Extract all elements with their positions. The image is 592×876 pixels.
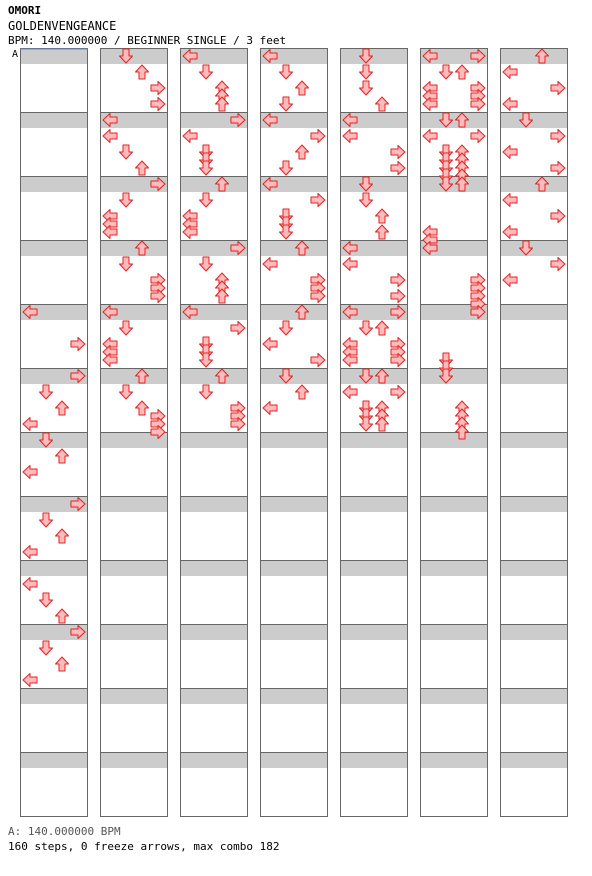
- beat-stripe: [420, 432, 488, 448]
- down-arrow-icon: [360, 417, 373, 431]
- left-arrow-icon: [183, 130, 197, 143]
- beat-stripe: [100, 624, 168, 640]
- beat-stripe: [100, 752, 168, 768]
- left-arrow-icon: [23, 546, 37, 559]
- beat-stripe: [20, 432, 88, 448]
- right-arrow-icon: [391, 386, 405, 399]
- beat-stripe: [20, 688, 88, 704]
- beat-stripe: [420, 624, 488, 640]
- chart-info: BPM: 140.000000 / BEGINNER SINGLE / 3 feet: [8, 34, 287, 47]
- beat-stripe: [500, 560, 568, 576]
- beat-stripe: [100, 144, 168, 160]
- beat-stripe: [500, 528, 568, 544]
- beat-stripe: [180, 592, 248, 608]
- down-arrow-icon: [120, 193, 133, 207]
- beat-stripe: [340, 720, 408, 736]
- right-arrow-icon: [551, 162, 565, 175]
- left-arrow-icon: [23, 578, 37, 591]
- beat-stripe: [340, 592, 408, 608]
- beat-stripe: [20, 176, 88, 192]
- beat-stripe: [180, 528, 248, 544]
- right-arrow-icon: [391, 162, 405, 175]
- beat-stripe: [340, 48, 408, 64]
- up-arrow-icon: [376, 417, 389, 431]
- artist-name: OMORI: [8, 4, 42, 17]
- beat-stripe: [20, 144, 88, 160]
- down-arrow-icon: [360, 65, 373, 79]
- section-marker-label: A: [12, 49, 19, 60]
- left-arrow-icon: [23, 674, 37, 687]
- beat-stripe: [500, 624, 568, 640]
- beat-stripe: [100, 720, 168, 736]
- up-arrow-icon: [376, 225, 389, 239]
- up-arrow-icon: [216, 97, 229, 111]
- beat-stripe: [20, 560, 88, 576]
- right-arrow-icon: [311, 194, 325, 207]
- beat-stripe: [20, 208, 88, 224]
- left-arrow-icon: [503, 194, 517, 207]
- beat-stripe: [260, 464, 328, 480]
- beat-stripe: [20, 528, 88, 544]
- beat-stripe: [180, 560, 248, 576]
- up-arrow-icon: [56, 449, 69, 463]
- up-arrow-icon: [296, 385, 309, 399]
- beat-stripe: [180, 336, 248, 352]
- beat-stripe: [260, 80, 328, 96]
- beat-stripe: [20, 80, 88, 96]
- beat-stripe: [20, 656, 88, 672]
- up-arrow-icon: [376, 321, 389, 335]
- beat-stripe: [420, 688, 488, 704]
- beat-stripe: [340, 368, 408, 384]
- beat-stripe: [260, 560, 328, 576]
- beat-stripe: [340, 560, 408, 576]
- beat-stripe: [20, 784, 88, 800]
- down-arrow-icon: [120, 321, 133, 335]
- left-arrow-icon: [263, 258, 277, 271]
- down-arrow-icon: [40, 513, 53, 527]
- beat-stripe: [340, 496, 408, 512]
- beat-stripe: [100, 528, 168, 544]
- beat-stripe: [180, 432, 248, 448]
- beat-stripe: [260, 720, 328, 736]
- left-arrow-icon: [503, 98, 517, 111]
- beat-stripe: [260, 528, 328, 544]
- beat-stripe: [500, 656, 568, 672]
- down-arrow-icon: [440, 65, 453, 79]
- beat-stripe: [500, 400, 568, 416]
- down-arrow-icon: [200, 257, 213, 271]
- left-arrow-icon: [503, 226, 517, 239]
- down-arrow-icon: [200, 193, 213, 207]
- beat-stripe: [180, 624, 248, 640]
- stats-footer: 160 steps, 0 freeze arrows, max combo 182: [8, 840, 280, 853]
- beat-stripe: [500, 48, 568, 64]
- up-arrow-icon: [456, 65, 469, 79]
- beat-stripe: [260, 496, 328, 512]
- down-arrow-icon: [40, 641, 53, 655]
- beat-stripe: [340, 784, 408, 800]
- beat-stripe: [420, 720, 488, 736]
- beat-stripe: [20, 240, 88, 256]
- beat-stripe: [180, 272, 248, 288]
- left-arrow-icon: [23, 418, 37, 431]
- beat-stripe: [420, 208, 488, 224]
- beat-stripe: [260, 208, 328, 224]
- beat-stripe: [500, 432, 568, 448]
- beat-stripe: [100, 464, 168, 480]
- beat-stripe: [260, 432, 328, 448]
- beat-stripe: [500, 784, 568, 800]
- beat-stripe: [340, 688, 408, 704]
- beat-stripe: [20, 272, 88, 288]
- left-arrow-icon: [343, 386, 357, 399]
- up-arrow-icon: [136, 161, 149, 175]
- beat-stripe: [180, 784, 248, 800]
- beat-stripe: [500, 496, 568, 512]
- beat-stripe: [180, 656, 248, 672]
- beat-stripe: [100, 592, 168, 608]
- beat-stripe: [100, 240, 168, 256]
- bpm-footer: A: 140.000000 BPM: [8, 825, 121, 838]
- beat-stripe: [180, 176, 248, 192]
- chart-column: [260, 48, 328, 817]
- beat-stripe: [340, 176, 408, 192]
- measure-columns: [20, 48, 568, 817]
- beat-stripe: [420, 176, 488, 192]
- beat-stripe: [500, 464, 568, 480]
- beat-stripe: [180, 720, 248, 736]
- right-arrow-icon: [311, 130, 325, 143]
- beat-stripe: [420, 560, 488, 576]
- beat-stripe: [100, 656, 168, 672]
- right-arrow-icon: [471, 130, 485, 143]
- beat-stripe: [420, 592, 488, 608]
- up-arrow-icon: [56, 609, 69, 623]
- beat-stripe: [20, 592, 88, 608]
- beat-stripe: [260, 368, 328, 384]
- down-arrow-icon: [280, 161, 293, 175]
- beat-stripe: [500, 720, 568, 736]
- beat-stripe: [420, 752, 488, 768]
- beat-stripe: [340, 752, 408, 768]
- beat-stripe: [420, 112, 488, 128]
- down-arrow-icon: [200, 353, 213, 367]
- beat-stripe: [180, 80, 248, 96]
- beat-stripe: [500, 304, 568, 320]
- down-arrow-icon: [120, 385, 133, 399]
- beat-stripe: [100, 48, 168, 64]
- beat-stripe: [420, 400, 488, 416]
- beat-stripe: [500, 592, 568, 608]
- beat-stripe: [20, 400, 88, 416]
- beat-stripe: [340, 80, 408, 96]
- down-arrow-icon: [200, 65, 213, 79]
- left-arrow-icon: [103, 130, 117, 143]
- beat-stripe: [260, 144, 328, 160]
- down-arrow-icon: [200, 385, 213, 399]
- down-arrow-icon: [280, 97, 293, 111]
- right-arrow-icon: [391, 290, 405, 303]
- beat-stripe: [260, 592, 328, 608]
- left-arrow-icon: [343, 130, 357, 143]
- down-arrow-icon: [200, 161, 213, 175]
- beat-stripe: [420, 784, 488, 800]
- right-arrow-icon: [231, 322, 245, 335]
- song-title: GOLDENVENGEANCE: [8, 19, 117, 33]
- chart-column: [180, 48, 248, 817]
- beat-stripe: [260, 304, 328, 320]
- beat-stripe: [420, 656, 488, 672]
- up-arrow-icon: [376, 97, 389, 111]
- beat-stripe: [420, 336, 488, 352]
- beat-stripe: [420, 144, 488, 160]
- beat-stripe: [100, 496, 168, 512]
- down-arrow-icon: [360, 193, 373, 207]
- beat-stripe: [340, 528, 408, 544]
- beat-stripe: [100, 368, 168, 384]
- beat-stripe: [260, 752, 328, 768]
- left-arrow-icon: [503, 66, 517, 79]
- right-arrow-icon: [311, 354, 325, 367]
- beat-stripe: [500, 336, 568, 352]
- down-arrow-icon: [280, 65, 293, 79]
- beat-stripe: [180, 752, 248, 768]
- beat-stripe: [260, 240, 328, 256]
- beat-stripe: [500, 112, 568, 128]
- down-arrow-icon: [40, 385, 53, 399]
- beat-stripe: [340, 464, 408, 480]
- beat-stripe: [180, 144, 248, 160]
- beat-stripe: [340, 208, 408, 224]
- beat-stripe: [20, 48, 88, 64]
- beat-stripe: [180, 464, 248, 480]
- beat-stripe: [420, 464, 488, 480]
- beat-stripe: [180, 688, 248, 704]
- left-arrow-icon: [343, 258, 357, 271]
- beat-stripe: [500, 752, 568, 768]
- beat-stripe: [180, 496, 248, 512]
- beat-stripe: [500, 368, 568, 384]
- beat-stripe: [260, 688, 328, 704]
- beat-stripe: [180, 368, 248, 384]
- beat-stripe: [20, 720, 88, 736]
- beat-stripe: [20, 752, 88, 768]
- beat-stripe: [100, 784, 168, 800]
- beat-stripe: [340, 656, 408, 672]
- left-arrow-icon: [423, 130, 437, 143]
- up-arrow-icon: [136, 65, 149, 79]
- beat-stripe: [500, 176, 568, 192]
- chart-column: [20, 48, 88, 817]
- beat-stripe: [100, 688, 168, 704]
- beat-stripe: [420, 368, 488, 384]
- right-arrow-icon: [551, 258, 565, 271]
- beat-stripe: [340, 432, 408, 448]
- down-arrow-icon: [120, 257, 133, 271]
- right-arrow-icon: [151, 98, 165, 111]
- beat-stripe: [420, 496, 488, 512]
- down-arrow-icon: [280, 321, 293, 335]
- beat-stripe: [260, 624, 328, 640]
- beat-stripe: [100, 560, 168, 576]
- up-arrow-icon: [216, 289, 229, 303]
- beat-stripe: [340, 400, 408, 416]
- beat-stripe: [500, 240, 568, 256]
- beat-stripe: [420, 528, 488, 544]
- chart-column: [420, 48, 488, 817]
- right-arrow-icon: [551, 130, 565, 143]
- beat-stripe: [260, 784, 328, 800]
- beat-stripe: [500, 688, 568, 704]
- beat-stripe: [260, 656, 328, 672]
- down-arrow-icon: [280, 225, 293, 239]
- beat-stripe: [20, 112, 88, 128]
- down-arrow-icon: [360, 321, 373, 335]
- beat-stripe: [340, 624, 408, 640]
